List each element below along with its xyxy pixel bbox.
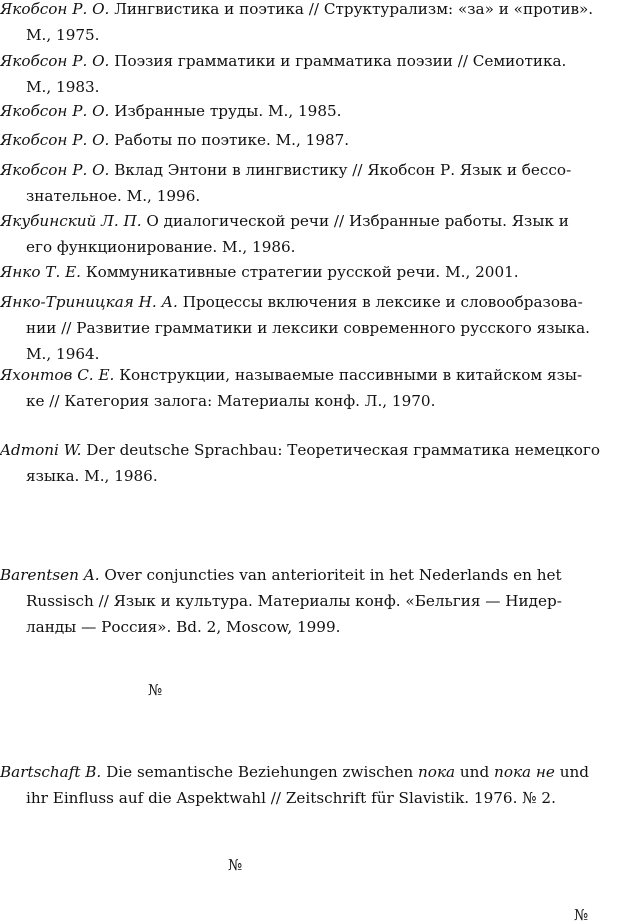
entry-text: Избранные труды. М., 1985. (109, 102, 342, 120)
bibliography-entry (0, 362, 616, 414)
entry-text: Процессы включения в лексике и словообразова- (177, 293, 583, 311)
bibliography-entry (0, 48, 616, 100)
entry-continuation: ке // Категория залога: Материалы конф. Л., 1970. (26, 392, 436, 410)
entry-italic-term: пока не (494, 763, 555, 781)
entry-italic-term: пока (418, 763, 456, 781)
entry-text: und (455, 763, 495, 781)
bibliography-entry (0, 437, 616, 489)
bibliography-entry (0, 157, 616, 209)
entry-text: Der deutsche Sprachbau: Теоретическая грамматика немецкого (81, 441, 601, 459)
entry-author: Янко Т. Е. (0, 263, 82, 281)
entry-text: О диалогической речи // Избранные работы. Язык и (141, 212, 569, 230)
bibliography-entry (0, 208, 616, 260)
entry-author: Янко-Триницкая Н. А. (0, 293, 178, 311)
bibliography-entry (0, 259, 616, 285)
entry-author: Bartschaft B. (0, 763, 102, 781)
numero-sign: № (228, 856, 243, 874)
entry-text: Die semantische Beziehungen zwischen (101, 763, 419, 781)
entry-text: Конструкции, называемые пассивными в китайском язы- (114, 366, 583, 384)
entry-continuation: знательное. М., 1996. (26, 187, 201, 205)
entry-continuation: М., 1975. (26, 26, 100, 44)
entry-continuation: М., 1983. (26, 78, 100, 96)
entry-text: und (554, 763, 590, 781)
bibliography-entry (0, 759, 616, 811)
bibliography-entry (0, 0, 616, 48)
entry-continuation: языка. М., 1986. (26, 467, 158, 485)
entry-continuation: ланды — Россия». Bd. 2, Moscow, 1999. (26, 618, 341, 636)
entry-continuation: ihr Einfluss auf die Aspektwahl // Zeitschrift für Slavistik. 1976. № 2. (26, 789, 556, 807)
entry-author: Якубинский Л. П. (0, 212, 142, 230)
bibliography-entry (0, 289, 616, 367)
entry-text: Коммуникативные стратегии русской речи. М., 2001. (81, 263, 519, 281)
entry-author: Якобсон Р. О. (0, 102, 110, 120)
entry-continuation: М., 1964. (26, 345, 100, 363)
entry-author: Якобсон Р. О. (0, 161, 110, 179)
entry-continuation: его функционирование. М., 1986. (26, 238, 296, 256)
entry-author: Якобсон Р. О. (0, 131, 110, 149)
entry-text: Поэзия грамматики и грамматика поэзии // Семиотика. (109, 52, 567, 70)
entry-text: Лингвистика и поэтика // Структурализм: «за» и «против». (109, 0, 594, 18)
entry-author: Якобсон Р. О. (0, 52, 110, 70)
bibliography-entry (0, 127, 616, 153)
entry-text: Over conjuncties van anterioriteit in het Nederlands en het (99, 566, 562, 584)
entry-continuation: Russisch // Язык и культура. Материалы конф. «Бельгия — Нидер- (26, 592, 562, 610)
bibliography-entry (0, 98, 616, 124)
numero-sign: № (574, 906, 589, 924)
entry-author: Яхонтов С. Е. (0, 366, 115, 384)
entry-text: Вклад Энтони в лингвистику // Якобсон Р. Язык и бессо- (109, 161, 572, 179)
entry-author: Admoni W. (0, 441, 82, 459)
bibliography-entry (0, 562, 616, 640)
entry-author: Barentsen A. (0, 566, 100, 584)
numero-sign: № (148, 681, 163, 699)
entry-author: Якобсон Р. О. (0, 0, 110, 18)
entry-continuation: нии // Развитие грамматики и лексики современного русского языка. (26, 319, 590, 337)
entry-text: Работы по поэтике. М., 1987. (109, 131, 350, 149)
